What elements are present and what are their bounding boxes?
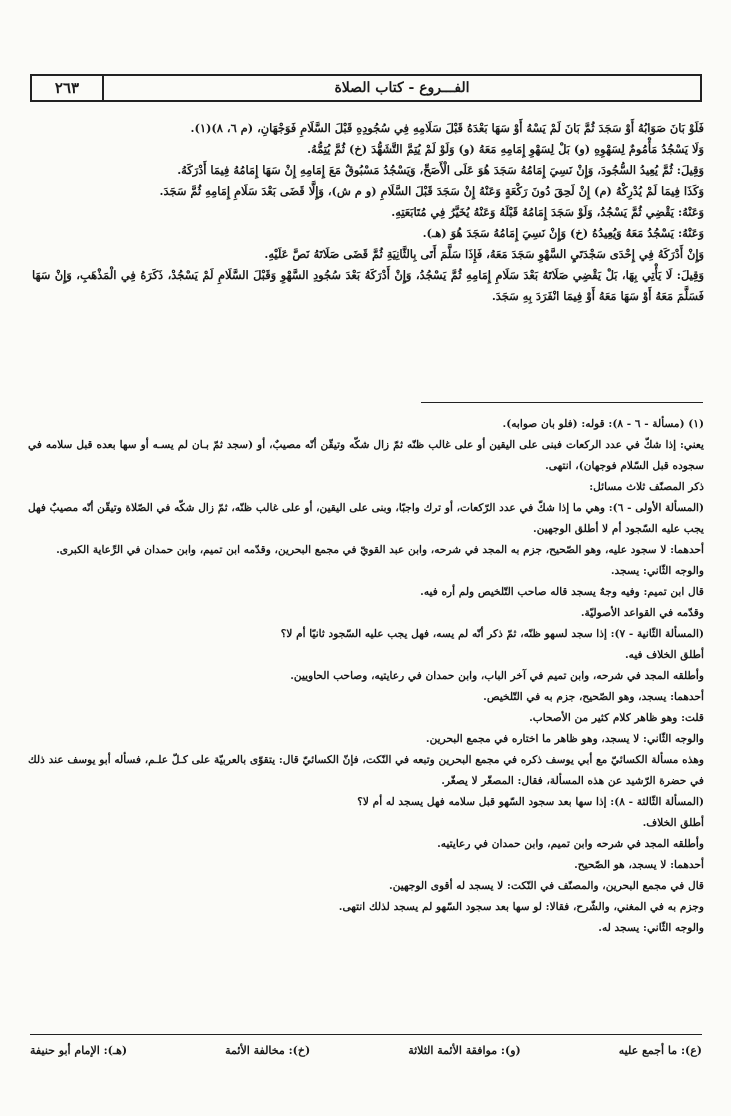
footnote-line: والوجه الثّاني: لا يسجد، وهو ظاهر ما اختاره في مجمع البحرين. [425, 733, 704, 745]
abbreviation-legend [30, 1040, 702, 1060]
main-paragraph: وَلَا يَسْجُدُ مَأْمُومٌ لِسَهْوِهِ (و) بَلْ لِسَهْوِ إِمَامِهِ مَعَهُ (و) وَلَوْ لَمْ يُتِمَّ التَّشَهُّدَ (خ) ثُمَّ يُتِمُّهُ. [307, 142, 704, 156]
footnote-line: قال في مجمع البحرين، والمصنّف في النّكت: لا يسجد له أقوى الوجهين. [389, 880, 704, 892]
legend-item: (و): موافقة الأئمة الثلاثة [408, 1043, 521, 1057]
footnote-line: وقدّمه في القواعد الأصوليّة. [580, 607, 704, 619]
footnote-line: وأطلقه المجد في شرحه وابن تميم، وابن حمدان في رعايتيه. [437, 838, 704, 850]
legend-item: (ع): ما أجمع عليه [618, 1043, 702, 1057]
main-paragraph: وَإِنْ أَدْرَكَهُ فِي إِحْدَى سَجْدَتَيِ السَّهْوِ سَجَدَ مَعَهُ، فَإِذَا سَلَّمَ أَتَى بِالثَّانِيَةِ ثُمَّ قَضَى صَلَاتَهُ نَصَّ عَلَيْهِ. [264, 247, 704, 261]
legend-item: (هـ): الإمام أبو حنيفة [30, 1043, 128, 1057]
footnote-line: أطلق الخلاف. [642, 817, 704, 829]
footnote-line: وجزم به في المغني، والشّرح، فقالا: لو سها بعد سجود السّهو لم يسجد لذلك انتهى. [338, 901, 704, 913]
page-number: ٢٦٣ [32, 76, 104, 100]
footnote-line: قلت: وهو ظاهر كلام كثير من الأصحاب. [529, 712, 704, 724]
footnote-line: (المسألة الثّانية - ٧): إذا سجد لسهو ظنّه، ثمّ ذكر أنّه لم يسه، فهل يجب عليه السّجود ثانيًا أم لا؟ [280, 628, 704, 640]
footnote-line: وهذه مسألة الكسائيّ مع أبي يوسف ذكره في مجمع البحرين وتبعه في النّكت، فإنّ الكسائيّ قال: يتقوّى بالعربيّة على كـلّ علـم، فسأله أبو يوسف عند ذلك في حضرة الرّشيد عن هذه المسألة، فقال: المصغّر لا يصغّر. [28, 754, 704, 787]
main-text [32, 118, 704, 307]
main-paragraph: وَكَذَا فِيمَا لَمْ يُدْرِكْهُ (م) إِنْ لَحِقَ دُونَ رَكْعَةٍ وَعَنْهُ إِنْ سَجَدَ قَبْلَ السَّلَامِ (و م ش)، وَإِلَّا قَضَى بَعْدَ سَلَامِ إِمَامِهِ ثُمَّ سَجَدَ. [159, 184, 704, 198]
footnote-line: يعني: إذا شكّ في عدد الركعات فبنى على اليقين أو على غالب ظنّه ثمّ زال شكّه وتيقّن أنّه مصيبٌ، أو (سجد ثمّ بـان لم يسـه أو سها بعده قبل سلامه في سجوده قبل السّلام فوجهان)، انتهى. [28, 439, 704, 472]
legend-item: (خ): مخالفة الأئمة [225, 1043, 311, 1057]
footnote-line: والوجه الثّاني: يسجد له. [598, 922, 704, 934]
main-paragraph: فَلَوْ بَانَ صَوَابُهُ أَوْ سَجَدَ ثُمَّ بَانَ لَمْ يَسْهُ أَوْ سَهَا بَعْدَهُ قَبْلَ سَلَامِهِ فِي سُجُودِهِ قَبْلَ السَّلَامِ فَوَجْهَانِ، (م ٦، ٨)(١). [190, 121, 704, 135]
footnote-line: ذكر المصنّف ثلاث مسائل: [589, 481, 704, 493]
footnote-line: (١) (مسألة - ٦ - ٨): قوله: (فلو بان صوابه). [502, 418, 704, 430]
main-paragraph: وَعَنْهُ: يَسْجُدُ مَعَهُ وَيُعِيدُهُ (خ) وَإِنْ نَسِيَ إِمَامُهُ سَجَدَ هُوَ (هـ). [422, 226, 704, 240]
footnote-line: وأطلقه المجد في شرحه، وابن تميم في آخر الباب، وابن حمدان في رعايتيه، وصاحب الحاويين. [290, 670, 704, 682]
main-paragraph: وَقِيلَ: لَا يَأْتِي بِهَا، بَلْ يَقْضِي صَلَاتَهُ بَعْدَ سَلَامِ إِمَامِهِ ثُمَّ يَسْجُدُ، وَإِنْ أَدْرَكَهُ بَعْدَ سُجُودِ السَّهْوِ وَقَبْلَ السَّلَامِ لَمْ يَسْجُدْ، ذَكَرَهُ فِي الْمَذْهَبِ، وَإِنْ سَهَا فَسَلَّمَ مَعَهُ أَوْ سَهَا مَعَهُ أَوْ فِيمَا انْفَرَدَ بِهِ سَجَدَ. [32, 268, 704, 303]
footnote-line: أطلق الخلاف فيه. [624, 649, 704, 661]
footnote-line: (المسألة الأولى - ٦): وهي ما إذا شكّ في عدد الرّكعات، أو ترك واجبًا، وبنى على اليقين، أو على غالب ظنّه، ثمّ زال شكّه في الصّلاة وتيقّن أنّه مصيبٌ فهل يجب عليه السّجود أم لا أطلق الوجهين. [28, 502, 705, 535]
page-header [30, 74, 702, 102]
footnote-line: أحدهما: لا سجود عليه، وهو الصّحيح، جزم به المجد في شرحه، وابن عبد القويّ في مجمع البحرين، وقدّمه ابن تميم، وابن حمدان في الرِّعاية الكبرى. [56, 544, 704, 556]
footer-rule [30, 1034, 702, 1035]
footnote-line: أحدهما: لا يسجد، هو الصّحيح. [574, 859, 704, 871]
footnote-line: والوجه الثّاني: يسجد. [610, 565, 704, 577]
footnote-separator [421, 402, 703, 403]
footnote-line: قال ابن تميم: وفيه وجهٌ يسجد قاله صاحب التّلخيص ولم أره فيه. [420, 586, 704, 598]
footnote-line: أحدهما: يسجد، وهو الصّحيح، جزم به في التّلخيص. [483, 691, 704, 703]
footnotes [28, 414, 704, 939]
running-title: الفـــروع - كتاب الصلاة [334, 80, 470, 96]
main-paragraph: وَعَنْهُ: يَقْضِي ثُمَّ يَسْجُدُ، وَلَوْ سَجَدَ إِمَامُهُ قَبْلَهُ وَعَنْهُ يُخَيَّرُ فِي مُتَابَعَتِهِ. [391, 205, 704, 219]
footnote-line: (المسألة الثّالثة - ٨): إذا سها بعد سجود السّهو قبل سلامه فهل يسجد له أم لا؟ [357, 796, 704, 808]
main-paragraph: وَقِيلَ: ثُمَّ يُعِيدُ السُّجُودَ، وَإِنْ نَسِيَ إِمَامُهُ سَجَدَ هُوَ عَلَى الْأَصَحِّ، وَيَسْجُدُ مَسْبُوقٌ مَعَ إِمَامِهِ إِنْ سَهَا إِمَامُهُ فِيمَا أَدْرَكَهُ. [177, 163, 704, 177]
